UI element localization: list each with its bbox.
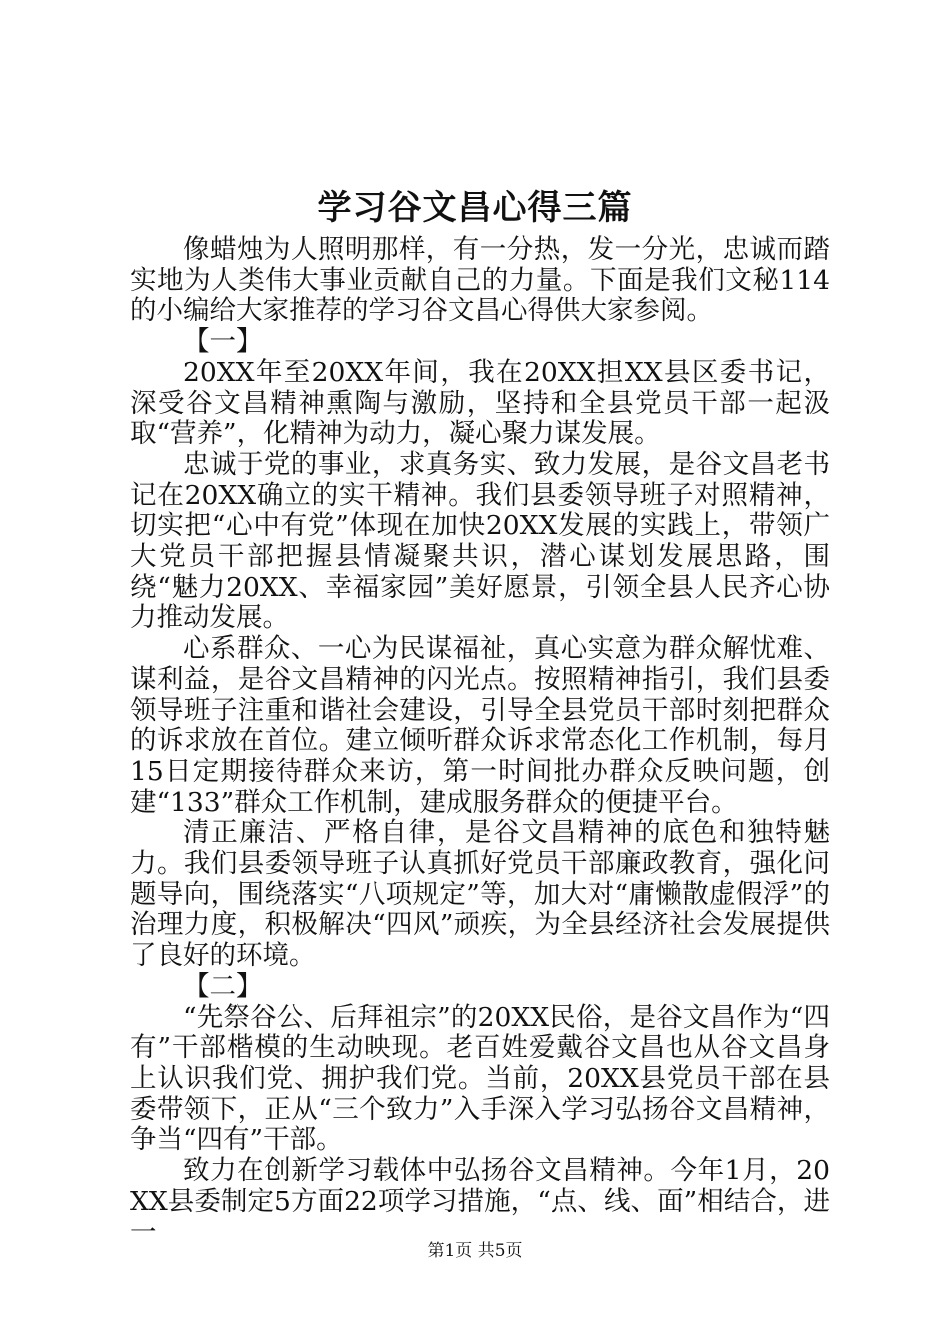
body-paragraph: 心系群众、一心为民谋福祉，真心实意为群众解忧难、谋利益，是谷文昌精神的闪光点。按照精神指引，我们县委领导班子注重和谐社会建设，引导全县党员干部时刻把群众的诉求放在首位。建立倾听群众诉求常态化工作机制，每月15日定期接待群众来访，第一时间批办群众反映问题，创建“133”群众工作机制，建成服务群众的便捷平台。 (130, 633, 830, 818)
section-heading-1: 【一】 (183, 326, 263, 358)
intro-paragraph: 像蜡烛为人照明那样，有一分热，发一分光，忠诚而踏实地为人类伟大事业贡献自己的力量。下面是我们文秘114的小编给大家推荐的学习谷文昌心得供大家参阅。 (130, 234, 830, 327)
page-number-footer: 第1页 共5页 (427, 1241, 523, 1261)
body-paragraph: 20XX年至20XX年间，我在20XX担XX县区委书记，深受谷文昌精神熏陶与激励，坚持和全县党员干部一起汲取“营养”，化精神为动力，凝心聚力谋发展。 (130, 356, 830, 450)
body-paragraph: 清正廉洁、严格自律，是谷文昌精神的底色和独特魅力。我们县委领导班子认真抓好党员干部廉政教育，强化问题导向，围绕落实“八项规定”等，加大对“庸懒散虚假浮”的治理力度，积极解决“四风”顽疾，为全县经济社会发展提供了良好的环境。 (130, 817, 830, 972)
body-paragraph: 致力在创新学习载体中弘扬谷文昌精神。今年1月，20XX县委制定5方面22项学习措施，“点、线、面”相结合，进一 (130, 1155, 830, 1248)
section-heading-2: 【二】 (183, 970, 263, 1002)
document-body (130, 235, 830, 1248)
document-title: 学习谷文昌心得三篇 (317, 188, 633, 228)
body-paragraph: 忠诚于党的事业，求真务实、致力发展，是谷文昌老书记在20XX确立的实干精神。我们县委领导班子对照精神，切实把“心中有党”体现在加快20XX发展的实践上，带领广大党员干部把握县情凝聚共识，潜心谋划发展思路，围绕“魅力20XX、幸福家园”美好愿景，引领全县人民齐心协力推动发展。 (130, 448, 830, 634)
body-paragraph: “先祭谷公、后拜祖宗”的20XX民俗，是谷文昌作为“四有”干部楷模的生动映现。老百姓爱戴谷文昌也从谷文昌身上认识我们党、拥护我们党。当前，20XX县党员干部在县委带领下，正从“三个致力”入手深入学习弘扬谷文昌精神，争当“四有”干部。 (130, 1001, 830, 1156)
